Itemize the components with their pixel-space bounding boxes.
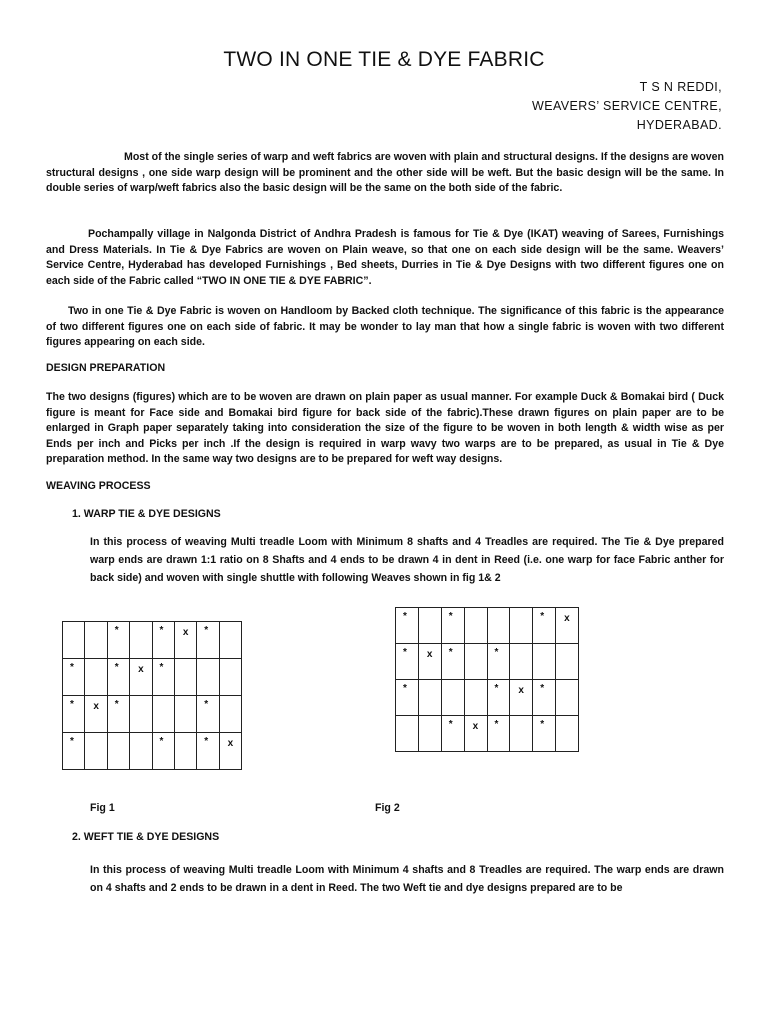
author-organization: WEAVERS’ SERVICE CENTRE, [532, 99, 722, 113]
grid-cell: x [418, 644, 441, 680]
document-title: TWO IN ONE TIE & DYE FABRIC [223, 48, 545, 71]
paragraph-weft-designs: In this process of weaving Multi treadle Loom with Minimum 4 shafts and 8 Treadles are required. The warp ends are drawn on 4 shafts and 2 ends to be drawn in a dent in Reed. The two Weft tie and dye designs prepared are to be [90, 864, 724, 894]
grid-cell [510, 716, 533, 752]
paragraph-two-in-one: Two in one Tie & Dye Fabric is woven on Handloom by Backed cloth technique. The significance of this fabric is the appearance of two different figures one on each side of fabric. It may be wonder to lay man that how a single fabric is woven with two different figures appearing on each side. [46, 305, 724, 348]
grid-row [63, 733, 242, 770]
grid-cell [556, 680, 579, 716]
grid-cell [441, 680, 464, 716]
grid-cell: x [510, 680, 533, 716]
grid-cell: * [107, 696, 129, 733]
grid-cell [556, 644, 579, 680]
grid-cell: * [152, 733, 174, 770]
grid-cell [510, 644, 533, 680]
grid-cell: * [63, 733, 85, 770]
grid-row [396, 716, 579, 752]
grid-cell: * [533, 716, 556, 752]
grid-cell [130, 696, 152, 733]
grid-cell [219, 659, 241, 696]
grid-cell [174, 733, 196, 770]
paragraph-warp-designs: In this process of weaving Multi treadle Loom with Minimum 8 shafts and 4 Treadles are required. The Tie & Dye prepared warp ends are drawn 1:1 ratio on 8 Shafts and 4 ends to be drawn 4 in dent in Reed (i.e. one warp for face Fabric anther for back side) and woven with single shuttle with following Weaves shown in fig 1& 2 [90, 536, 724, 584]
heading-warp-designs: 1. WARP TIE & DYE DESIGNS [72, 508, 221, 520]
grid-cell: * [63, 659, 85, 696]
grid-cell: * [107, 622, 129, 659]
grid-cell: x [556, 608, 579, 644]
grid-cell: * [396, 644, 419, 680]
grid-cell [464, 680, 487, 716]
grid-cell [418, 608, 441, 644]
grid-cell [533, 644, 556, 680]
grid-cell: * [487, 716, 510, 752]
grid-cell [556, 716, 579, 752]
grid-cell [464, 644, 487, 680]
fig2-caption: Fig 2 [375, 802, 400, 814]
grid-cell: * [396, 680, 419, 716]
grid-cell: * [152, 622, 174, 659]
grid-cell [85, 733, 107, 770]
paragraph-intro: Most of the single series of warp and weft fabrics are woven with plain and structural designs. If the designs are woven structural designs , one side warp design will be prominent and the other side will be weft. But the basic design will be the same. In double series of warp/weft fabrics also the basic design will be the same on the both side of the fabric. [46, 151, 724, 194]
grid-cell [418, 680, 441, 716]
heading-weaving-process: WEAVING PROCESS [46, 480, 151, 492]
paragraph-design-preparation: The two designs (figures) which are to be woven are drawn on plain paper as usual manner. For example Duck & Bomakai bird ( Duck figure is meant for Face side and Bomakai bird figure for back side of the fabric).These drawn figures on plain paper are to be enlarged in Graph paper separately taking into consideration the size of the figure to be woven in both length & width wise as per Ends per inch and Picks per inch .If the design is required in warp wavy two warps are to be prepared, as usual in Tie & Dye preparation method. In the same way two designs are to be prepared for weft way designs. [46, 391, 724, 465]
grid-cell: * [197, 696, 219, 733]
fig1-weave-grid [62, 621, 242, 770]
paragraph-pochampally: Pochampally village in Nalgonda District of Andhra Pradesh is famous for Tie & Dye (IKAT) weaving of Sarees, Furnishings and Dress Materials. In Tie & Dye Fabrics are woven on Plain weave, so that one on each side design will be the same. Weavers’ Service Centre, Hyderabad has developed Furnishings , Bed sheets, Durries in Tie & Dye Designs with two different figures one on each side of the Fabric called “TWO IN ONE TIE & DYE FABRIC”. [46, 228, 724, 287]
grid-cell: * [63, 696, 85, 733]
grid-cell [85, 659, 107, 696]
grid-cell [219, 696, 241, 733]
grid-cell: * [533, 680, 556, 716]
grid-cell: * [441, 644, 464, 680]
grid-cell [487, 608, 510, 644]
grid-cell: * [197, 622, 219, 659]
grid-cell [219, 622, 241, 659]
grid-cell: * [487, 680, 510, 716]
grid-row [396, 644, 579, 680]
grid-cell: x [219, 733, 241, 770]
heading-weft-designs: 2. WEFT TIE & DYE DESIGNS [72, 831, 220, 843]
fig2-weave-grid [395, 607, 579, 752]
heading-design-preparation: DESIGN PREPARATION [46, 362, 166, 374]
grid-cell: * [487, 644, 510, 680]
grid-cell: * [152, 659, 174, 696]
grid-cell [130, 733, 152, 770]
grid-cell [152, 696, 174, 733]
grid-cell [464, 608, 487, 644]
grid-cell: x [464, 716, 487, 752]
grid-row [63, 659, 242, 696]
grid-cell [197, 659, 219, 696]
grid-cell [85, 622, 107, 659]
grid-cell: * [197, 733, 219, 770]
grid-row [396, 608, 579, 644]
grid-cell: * [533, 608, 556, 644]
grid-cell [63, 622, 85, 659]
grid-cell: * [396, 608, 419, 644]
grid-cell: x [85, 696, 107, 733]
author-block [532, 78, 722, 135]
grid-cell [396, 716, 419, 752]
grid-cell: * [441, 608, 464, 644]
grid-row [63, 622, 242, 659]
grid-cell [130, 622, 152, 659]
grid-row [396, 680, 579, 716]
fig1-caption: Fig 1 [90, 802, 115, 814]
grid-cell: x [174, 622, 196, 659]
grid-cell: * [441, 716, 464, 752]
grid-cell [174, 696, 196, 733]
author-name: T S N REDDI, [639, 80, 722, 94]
grid-cell: * [107, 659, 129, 696]
grid-cell [418, 716, 441, 752]
grid-row [63, 696, 242, 733]
grid-cell [107, 733, 129, 770]
grid-cell [510, 608, 533, 644]
author-city: HYDERABAD. [636, 118, 722, 132]
grid-cell: x [130, 659, 152, 696]
grid-cell [174, 659, 196, 696]
